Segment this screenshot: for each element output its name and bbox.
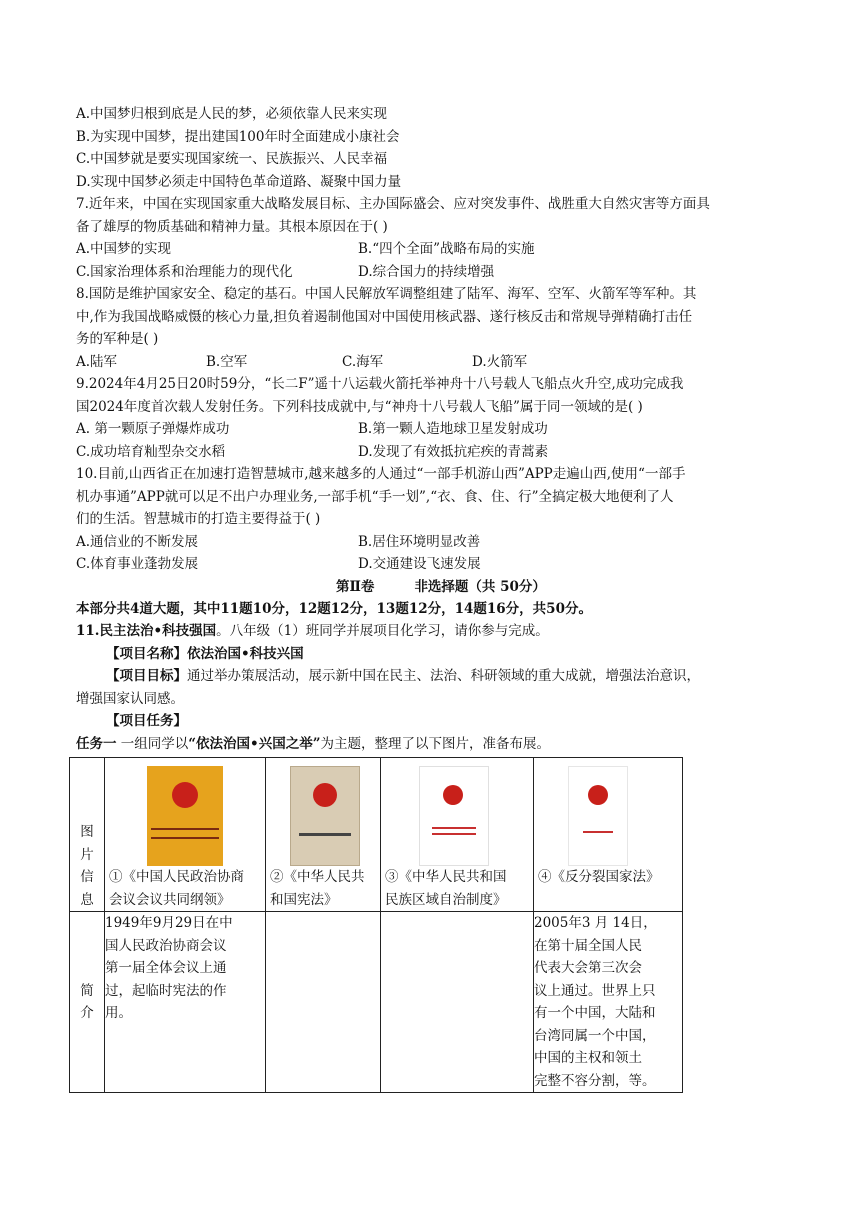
intro-line: 中国的主权和领土 — [534, 1050, 642, 1066]
constitution-cover-image — [290, 766, 360, 866]
q8-option-d: D.火箭军 — [472, 353, 528, 370]
national-emblem-icon — [443, 785, 463, 805]
caption-line: 会议会议共同纲领》 — [109, 891, 231, 908]
picture-cell-2 — [266, 758, 381, 912]
caption-4 — [534, 866, 682, 889]
row-label-picture-info — [70, 758, 105, 912]
q8-option-a: A.陆军 — [76, 353, 118, 370]
picture-cell-1 — [105, 758, 266, 912]
row-label-char: 图 — [80, 824, 94, 840]
intro-line: 台湾同属一个中国， — [534, 1027, 656, 1044]
part2-note: 本部分共4道大题，其中11题10分，12题12分，13题12分，14题16分，共50分。 — [76, 600, 592, 617]
intro-line: 完整不容分割，等。 — [534, 1072, 656, 1089]
q8-stem-1: 8.国防是维护国家安全、稳定的基石。中国人民解放军调整组建了陆军、海军、空军、火箭军等军种。其 — [76, 286, 697, 302]
q11-task1-label: 任务一 — [76, 735, 117, 752]
exam-page — [76, 103, 796, 1093]
q11-heading-rest: 。八年级（1）班同学并展项目化学习，请你参与完成。 — [216, 623, 549, 639]
intro-cell-1 — [105, 912, 266, 1093]
q6-option-b: B.为实现中国梦，提出建国100年时全面建成小康社会 — [76, 128, 400, 145]
q8-stem-2: 中,作为我国战略威慑的核心力量,担负着遏制他国对中国使用核武器、遂行核反击和常规导弹精确打击任 — [76, 308, 693, 325]
intro-line: 有一个中国，大陆和 — [534, 1005, 656, 1021]
picture-1 — [105, 758, 265, 866]
intro-line: 1949年9月29日在中 — [105, 915, 233, 931]
q7-option-d: D.综合国力的持续增强 — [358, 263, 495, 280]
q7-option-c: C.国家治理体系和治理能力的现代化 — [76, 263, 293, 280]
table-row-intro — [70, 912, 683, 1093]
intro-line: 在第十届全国人民 — [534, 937, 642, 954]
q11-heading — [76, 620, 796, 643]
picture-cell-3 — [381, 758, 534, 912]
row-label-intro — [70, 912, 105, 1093]
intro-line: 过，起临时宪法的作 — [105, 982, 227, 999]
q10-option-a: A.通信业的不断发展 — [76, 533, 199, 550]
intro-cell-3-blank[interactable] — [381, 912, 534, 1093]
intro-line: 议上通过。世界上只 — [534, 982, 656, 999]
table-row-pictures — [70, 758, 683, 912]
row-label-char: 简 — [80, 982, 94, 999]
q10-option-c: C.体育事业蓬勃发展 — [76, 556, 199, 572]
q11-project-goal — [76, 665, 796, 688]
caption-line: ④《反分裂国家法》 — [538, 869, 660, 885]
intro-line: 2005年3 月 14日， — [534, 915, 657, 931]
q7-option-a: A.中国梦的实现 — [76, 241, 172, 257]
q9-stem-2: 国2024年度首次载人发射任务。下列科技成就中,与“神舟十八号载人飞船”属于同一领域的是( ) — [76, 398, 643, 415]
caption-1 — [105, 866, 265, 911]
q6-option-a: A.中国梦归根到底是人民的梦，必须依靠人民来实现 — [76, 106, 388, 122]
q9-option-d: D.发现了有效抵抗疟疾的青蒿素 — [358, 443, 549, 460]
row-label-char: 片 — [80, 846, 94, 863]
national-emblem-icon — [313, 783, 337, 807]
part2-title-left: 第Ⅱ卷 — [336, 578, 375, 595]
q9-option-b: B.第一颗人造地球卫星发射成功 — [358, 421, 548, 437]
q11-heading-bold: 11.民主法治•科技强国 — [76, 623, 217, 639]
q10-stem-2: 机办事通”APP就可以足不出户办理业务,一部手机“手一划”,“衣、食、住、行”全搞定极大地便利了人 — [76, 488, 674, 505]
q10-option-d: D.交通建设飞速发展 — [358, 556, 481, 572]
q11-task1 — [76, 733, 796, 756]
law-info-table — [69, 757, 683, 1093]
q10-options-row-1 — [76, 531, 796, 554]
q9-option-a: A. 第一颗原子弹爆炸成功 — [76, 421, 230, 437]
q8-stem-3: 务的军种是( ) — [76, 331, 159, 347]
q11-goal-text-1: 通过举办策展活动，展示新中国在民主、法治、科研领域的重大成就，增强法治意识， — [187, 668, 700, 684]
caption-2 — [266, 866, 380, 911]
part2-title — [86, 576, 796, 598]
caption-line: ③《中华人民共和国 — [385, 869, 507, 885]
q7-stem-1: 7.近年来，中国在实现国家重大战略发展目标、主办国际盛会、应对突发事件、战胜重大自然灾害等方面具 — [76, 196, 710, 212]
national-emblem-icon — [172, 782, 198, 808]
q7-stem-2: 备了雄厚的物质基础和精神力量。其根本原因在于( ) — [76, 218, 388, 235]
row-label-char: 息 — [80, 891, 94, 908]
q11-goal-label: 【项目目标】 — [106, 668, 187, 684]
picture-2 — [266, 758, 380, 866]
q11-task1-theme: “依法治国•兴国之举” — [188, 735, 321, 752]
regional-autonomy-law-cover-image — [419, 766, 489, 866]
q7-option-b: B.“四个全面”战略布局的实施 — [358, 241, 535, 257]
caption-line: ①《中国人民政治协商 — [109, 869, 244, 885]
q9-options-row-2 — [76, 441, 796, 464]
intro-line: 代表大会第三次会 — [534, 960, 642, 976]
intro-cell-2-blank[interactable] — [266, 912, 381, 1093]
q6-option-d: D.实现中国梦必须走中国特色革命道路、凝聚中国力量 — [76, 173, 402, 190]
intro-line: 用。 — [105, 1005, 132, 1021]
q7-options-row-1 — [76, 238, 796, 261]
q11-task1-text-2: 为主题，整理了以下图片，准备布展。 — [320, 735, 550, 752]
intro-line: 第一届全体会议上通 — [105, 960, 227, 976]
q11-project-name: 【项目名称】依法治国•科技兴国 — [106, 645, 304, 662]
q11-task-label: 【项目任务】 — [106, 713, 187, 729]
q10-option-b: B.居住环境明显改善 — [358, 533, 481, 550]
picture-4 — [534, 758, 682, 866]
row-label-char: 信 — [80, 869, 94, 885]
q11-task1-text-1: 一组同学以 — [116, 735, 189, 752]
q10-stem-1: 10.目前,山西省正在加速打造智慧城市,越来越多的人通过“一部手机游山西”APP走遍山西,使用“一部手 — [76, 466, 686, 482]
row-label-char: 介 — [80, 1005, 94, 1021]
intro-cell-4 — [534, 912, 683, 1093]
q10-options-row-2 — [76, 553, 796, 576]
q8-options — [76, 351, 796, 374]
national-emblem-icon — [588, 785, 608, 805]
caption-line: ②《中华人民共 — [270, 869, 365, 885]
common-program-cover-image — [147, 766, 223, 866]
part2-title-right: 非选择题（共 50分） — [414, 578, 546, 595]
q9-option-c: C.成功培育籼型杂交水稻 — [76, 443, 226, 460]
q11-goal-text-2: 增强国家认同感。 — [76, 690, 184, 707]
picture-3 — [381, 758, 533, 866]
q7-options-row-2 — [76, 261, 796, 284]
q8-option-b: B.空军 — [206, 353, 248, 370]
q9-options-row-1 — [76, 418, 796, 441]
caption-3 — [381, 866, 533, 911]
q6-option-c: C.中国梦就是要实现国家统一、民族振兴、人民幸福 — [76, 151, 388, 167]
caption-line: 和国宪法》 — [270, 891, 338, 908]
anti-secession-law-cover-image — [568, 766, 628, 866]
caption-line: 民族区域自治制度》 — [385, 891, 507, 908]
intro-line: 国人民政治协商会议 — [105, 937, 227, 954]
picture-cell-4 — [534, 758, 683, 912]
q9-stem-1: 9.2024年4月25日20时59分，“长二F”遥十八运载火箭托举神舟十八号载人飞船点火升空,成功完成我 — [76, 376, 684, 392]
q10-stem-3: 们的生活。智慧城市的打造主要得益于( ) — [76, 511, 321, 527]
q8-option-c: C.海军 — [342, 353, 384, 370]
